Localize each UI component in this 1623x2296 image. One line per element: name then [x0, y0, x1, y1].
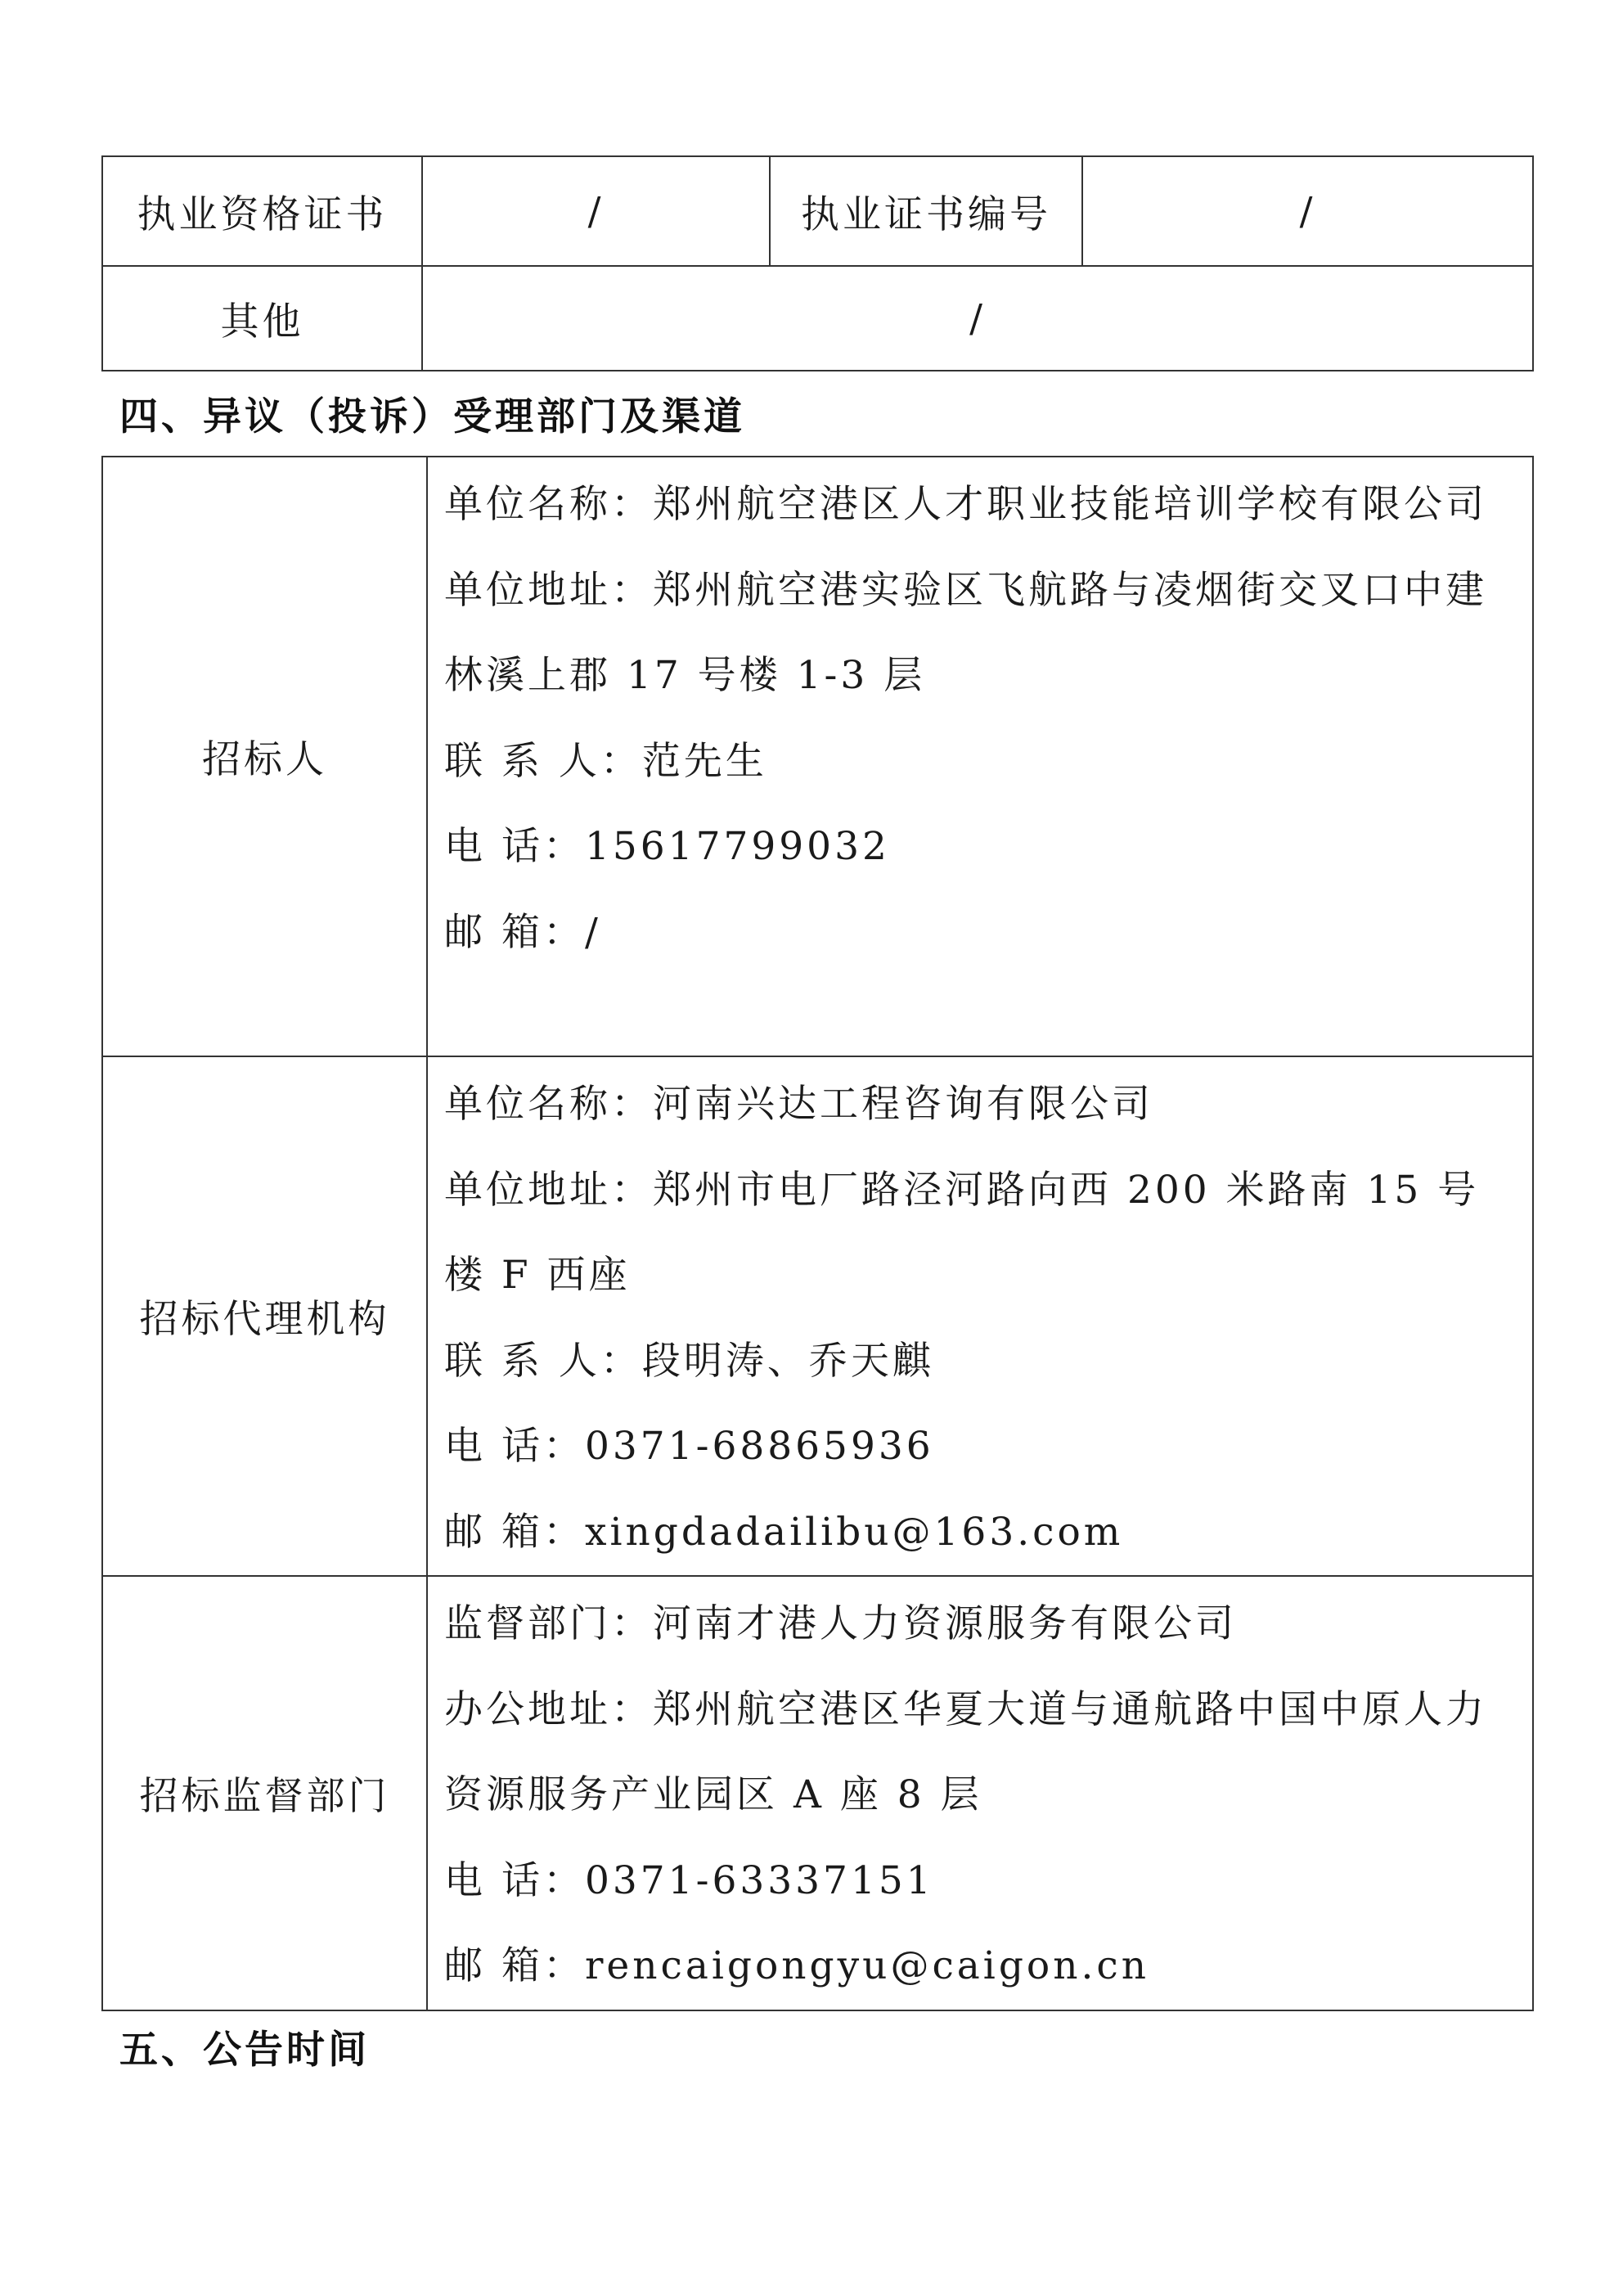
cert-label: 执业资格证书	[102, 156, 422, 266]
table-row	[102, 1576, 1533, 2010]
field-key: 邮 箱：	[444, 1509, 585, 1555]
table-row	[102, 1056, 1533, 1576]
field-key: 电 话：	[444, 1424, 585, 1469]
agency-contact: 段明涛、乔天麒	[641, 1338, 934, 1384]
other-label: 其他	[102, 266, 422, 371]
complaint-channels-table	[101, 456, 1534, 2011]
field-key: 监督部门：	[444, 1601, 653, 1646]
agency-info	[427, 1056, 1533, 1576]
cert-value: /	[422, 156, 770, 266]
agency-phone: 0371-68865936	[584, 1424, 934, 1469]
tenderer-info	[427, 457, 1533, 1056]
tenderer-name: 郑州航空港区人才职业技能培训学校有限公司	[653, 482, 1487, 527]
tenderer-address: 郑州航空港实验区飞航路与凌烟街交叉口中建林溪上郡 17 号楼 1-3 层	[444, 567, 1487, 698]
supervision-phone: 0371-63337151	[584, 1857, 934, 1903]
field-key: 电 话：	[444, 824, 585, 869]
agency-address: 郑州市电厂路泾河路向西 200 米路南 15 号楼 F 西座	[444, 1167, 1480, 1298]
tenderer-phone: 15617799032	[584, 824, 890, 869]
cert-number-label: 执业证书编号	[770, 156, 1082, 266]
tenderer-contact: 范先生	[641, 738, 767, 784]
field-key: 邮 箱：	[444, 1943, 585, 1988]
field-key: 邮 箱：	[444, 909, 585, 955]
field-key: 单位名称：	[444, 482, 653, 527]
supervision-info	[427, 1576, 1533, 2010]
field-key: 联 系 人：	[444, 738, 642, 784]
supervision-address: 郑州航空港区华夏大道与通航路中国中原人力资源服务产业园区 A 座 8 层	[444, 1686, 1487, 1817]
supervision-dept: 河南才港人力资源服务有限公司	[653, 1601, 1237, 1646]
other-value: /	[422, 266, 1533, 371]
table-row	[102, 457, 1533, 1056]
table-row	[102, 156, 1533, 266]
field-key: 办公地址：	[444, 1686, 653, 1732]
agency-name: 河南兴达工程咨询有限公司	[653, 1082, 1153, 1127]
field-key: 单位地址：	[444, 567, 653, 613]
section-5-heading: 五、公告时间	[119, 2028, 370, 2073]
agency-email[interactable]: xingdadailibu@163.com	[584, 1509, 1124, 1555]
section-4-heading: 四、异议（投诉）受理部门及渠道	[119, 394, 745, 439]
supervision-email[interactable]: rencaigongyu@caigon.cn	[584, 1943, 1150, 1988]
qualification-table	[101, 155, 1534, 371]
tenderer-label: 招标人	[102, 457, 427, 1056]
agency-label: 招标代理机构	[102, 1056, 427, 1576]
field-key: 单位地址：	[444, 1167, 653, 1213]
supervision-label: 招标监督部门	[102, 1576, 427, 2010]
table-row	[102, 266, 1533, 371]
cert-number-value: /	[1082, 156, 1533, 266]
field-key: 联 系 人：	[444, 1338, 642, 1384]
field-key: 单位名称：	[444, 1082, 653, 1127]
field-key: 电 话：	[444, 1857, 585, 1903]
tenderer-email: /	[584, 909, 601, 955]
